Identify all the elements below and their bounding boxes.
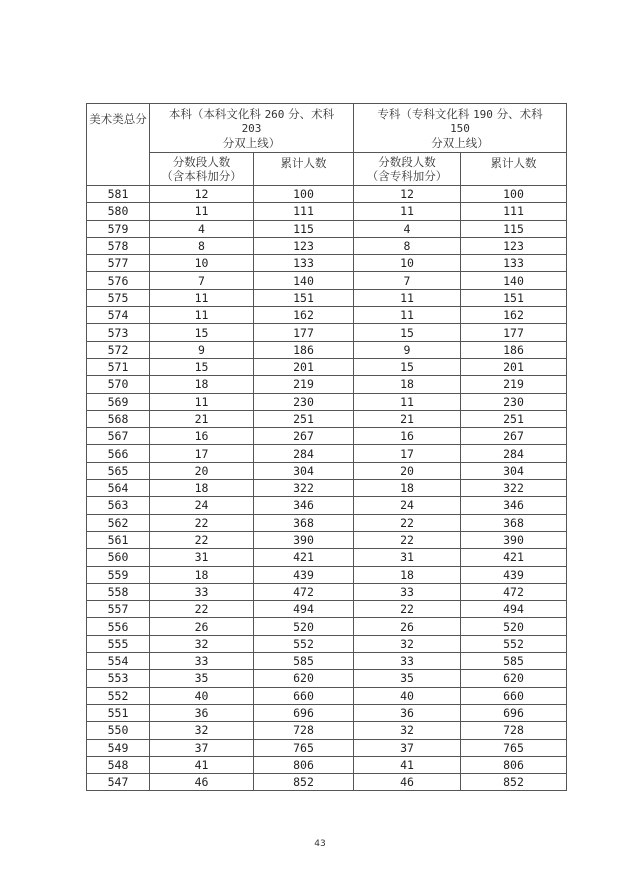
- score-cell: 566: [87, 445, 150, 462]
- vocational-cumulative-cell: 201: [461, 358, 567, 375]
- vocational-cumulative-cell: 696: [461, 704, 567, 721]
- table-row: [87, 653, 567, 670]
- undergrad-count-cell: 21: [150, 410, 254, 427]
- undergrad-cumulative-cell: 728: [254, 722, 354, 739]
- vocational-count-cell: 40: [354, 687, 461, 704]
- vocational-cumulative-cell: 472: [461, 583, 567, 600]
- undergrad-cumulative-cell: 696: [254, 704, 354, 721]
- undergrad-count-cell: 12: [150, 186, 254, 203]
- vocational-cumulative-cell: 439: [461, 566, 567, 583]
- table-row: [87, 289, 567, 306]
- undergrad-count-cell: 7: [150, 272, 254, 289]
- undergrad-count-cell: 11: [150, 203, 254, 220]
- vocational-count-cell: 31: [354, 549, 461, 566]
- group-header-vocational: [354, 104, 567, 153]
- undergrad-cumulative-cell: 304: [254, 462, 354, 479]
- vocational-cumulative-cell: 151: [461, 289, 567, 306]
- table-row: [87, 670, 567, 687]
- table-row: [87, 480, 567, 497]
- undergrad-cumulative-cell: 346: [254, 497, 354, 514]
- vocational-count-cell: 22: [354, 601, 461, 618]
- table-row: [87, 410, 567, 427]
- vocational-cumulative-cell: 852: [461, 774, 567, 791]
- score-cell: 576: [87, 272, 150, 289]
- score-cell: 561: [87, 531, 150, 548]
- undergrad-count-cell: 36: [150, 704, 254, 721]
- vocational-cumulative-cell: 346: [461, 497, 567, 514]
- undergrad-count-cell: 17: [150, 445, 254, 462]
- score-cell: 559: [87, 566, 150, 583]
- score-cell: 549: [87, 739, 150, 756]
- vocational-cumulative-cell: 421: [461, 549, 567, 566]
- table-row: [87, 376, 567, 393]
- score-cell: 580: [87, 203, 150, 220]
- vocational-count-cell: 9: [354, 341, 461, 358]
- vocational-count-cell: 11: [354, 289, 461, 306]
- vocational-count-cell: 7: [354, 272, 461, 289]
- undergrad-count-cell: 41: [150, 756, 254, 773]
- vocational-cumulative-cell: 304: [461, 462, 567, 479]
- undergrad-count-cell: 9: [150, 341, 254, 358]
- vocational-cumulative-cell: 177: [461, 324, 567, 341]
- undergrad-cumulative-cell: 186: [254, 341, 354, 358]
- vocational-cumulative-cell: 552: [461, 635, 567, 652]
- vocational-count-cell: 4: [354, 220, 461, 237]
- table-row: [87, 341, 567, 358]
- undergrad-count-cell: 32: [150, 722, 254, 739]
- table-row: [87, 566, 567, 583]
- undergrad-cumulative-cell: 140: [254, 272, 354, 289]
- undergrad-count-cell: 24: [150, 497, 254, 514]
- table-row: [87, 635, 567, 652]
- undergrad-count-cell: 11: [150, 289, 254, 306]
- undergrad-cumulative-cell: 230: [254, 393, 354, 410]
- score-cell: 560: [87, 549, 150, 566]
- score-cell: 552: [87, 687, 150, 704]
- vocational-cumulative-cell: 620: [461, 670, 567, 687]
- undergrad-count-cell: 22: [150, 531, 254, 548]
- table-row: [87, 497, 567, 514]
- vocational-cumulative-cell: 123: [461, 237, 567, 254]
- vocational-count-cell: 15: [354, 324, 461, 341]
- vocational-count-cell: 41: [354, 756, 461, 773]
- table-row: [87, 324, 567, 341]
- undergrad-cumulative-cell: 585: [254, 653, 354, 670]
- vocational-cumulative-cell: 368: [461, 514, 567, 531]
- vocational-count-cell: 11: [354, 307, 461, 324]
- undergrad-cumulative-cell: 806: [254, 756, 354, 773]
- table-row: [87, 220, 567, 237]
- score-cell: 573: [87, 324, 150, 341]
- undergrad-count-cell: 46: [150, 774, 254, 791]
- undergrad-cumulative-cell: 201: [254, 358, 354, 375]
- vocational-cumulative-cell: 494: [461, 601, 567, 618]
- vocational-cumulative-cell: 140: [461, 272, 567, 289]
- score-cell: 567: [87, 428, 150, 445]
- score-cell: 558: [87, 583, 150, 600]
- score-cell: 565: [87, 462, 150, 479]
- score-cell: 568: [87, 410, 150, 427]
- table-row: [87, 255, 567, 272]
- vocational-cumulative-cell: 267: [461, 428, 567, 445]
- undergrad-cumulative-cell: 520: [254, 618, 354, 635]
- vocational-count-cell: 37: [354, 739, 461, 756]
- vocational-cumulative-cell: 660: [461, 687, 567, 704]
- vocational-count-cell: 33: [354, 653, 461, 670]
- score-cell: 547: [87, 774, 150, 791]
- table-row: [87, 462, 567, 479]
- undergrad-count-cell: 10: [150, 255, 254, 272]
- vocational-count-cell: 18: [354, 566, 461, 583]
- undergrad-count-cell: 22: [150, 601, 254, 618]
- corner-header-total-score: [87, 104, 150, 186]
- score-cell: 555: [87, 635, 150, 652]
- undergrad-cumulative-cell: 765: [254, 739, 354, 756]
- vocational-cumulative-cell: 100: [461, 186, 567, 203]
- undergrad-count-cell: 15: [150, 358, 254, 375]
- vocational-count-cell: 22: [354, 531, 461, 548]
- undergrad-count-cell: 11: [150, 393, 254, 410]
- undergrad-count-cell: 4: [150, 220, 254, 237]
- vocational-cumulative-cell: 251: [461, 410, 567, 427]
- undergrad-cumulative-cell: 421: [254, 549, 354, 566]
- undergrad-count-cell: 33: [150, 583, 254, 600]
- vocational-count-cell: 22: [354, 514, 461, 531]
- vocational-cumulative-cell: 133: [461, 255, 567, 272]
- undergrad-cumulative-cell: 267: [254, 428, 354, 445]
- undergrad-count-cell: 26: [150, 618, 254, 635]
- undergrad-count-cell: 22: [150, 514, 254, 531]
- undergrad-cumulative-cell: 219: [254, 376, 354, 393]
- undergrad-cumulative-cell: 439: [254, 566, 354, 583]
- vocational-count-cell: 11: [354, 393, 461, 410]
- undergrad-count-cell: 32: [150, 635, 254, 652]
- vocational-count-cell: 35: [354, 670, 461, 687]
- undergrad-cumulative-cell: 133: [254, 255, 354, 272]
- vocational-cumulative-cell: 284: [461, 445, 567, 462]
- table-row: [87, 722, 567, 739]
- score-cell: 574: [87, 307, 150, 324]
- group-header-line1: 本科（本科文化科 260 分、术科: [168, 106, 335, 121]
- score-cell: 578: [87, 237, 150, 254]
- vocational-cumulative-cell: 186: [461, 341, 567, 358]
- undergrad-count-cell: 18: [150, 566, 254, 583]
- score-cell: 556: [87, 618, 150, 635]
- table-body: [87, 186, 567, 791]
- table-row: [87, 203, 567, 220]
- score-cell: 553: [87, 670, 150, 687]
- table-row: [87, 393, 567, 410]
- table-row: [87, 601, 567, 618]
- vocational-count-cell: 17: [354, 445, 461, 462]
- vocational-count-cell: 11: [354, 203, 461, 220]
- score-cell: 572: [87, 341, 150, 358]
- vocational-count-cell: 12: [354, 186, 461, 203]
- vocational-cumulative-cell: 322: [461, 480, 567, 497]
- undergrad-cumulative-cell: 177: [254, 324, 354, 341]
- vocational-count-cell: 32: [354, 722, 461, 739]
- score-cell: 551: [87, 704, 150, 721]
- undergrad-cumulative-cell: 494: [254, 601, 354, 618]
- undergrad-count-cell: 37: [150, 739, 254, 756]
- undergrad-cumulative-cell: 123: [254, 237, 354, 254]
- undergrad-cumulative-cell: 162: [254, 307, 354, 324]
- subheader-undergrad-cumulative: 累计人数: [254, 153, 354, 186]
- table-row: [87, 739, 567, 756]
- undergrad-count-cell: 8: [150, 237, 254, 254]
- subheader-vocational-cumulative: 累计人数: [461, 153, 567, 186]
- table-row: [87, 307, 567, 324]
- page-number: 43: [314, 839, 326, 849]
- score-distribution-table: [86, 103, 567, 791]
- vocational-cumulative-cell: 585: [461, 653, 567, 670]
- corner-header-text: 美术类总分: [89, 112, 147, 126]
- vocational-count-cell: 8: [354, 237, 461, 254]
- score-cell: 577: [87, 255, 150, 272]
- score-cell: 562: [87, 514, 150, 531]
- undergrad-cumulative-cell: 100: [254, 186, 354, 203]
- table-row: [87, 756, 567, 773]
- vocational-count-cell: 21: [354, 410, 461, 427]
- vocational-cumulative-cell: 115: [461, 220, 567, 237]
- table-row: [87, 583, 567, 600]
- undergrad-cumulative-cell: 472: [254, 583, 354, 600]
- vocational-cumulative-cell: 390: [461, 531, 567, 548]
- score-cell: 570: [87, 376, 150, 393]
- undergrad-cumulative-cell: 552: [254, 635, 354, 652]
- vocational-cumulative-cell: 230: [461, 393, 567, 410]
- undergrad-cumulative-cell: 251: [254, 410, 354, 427]
- vocational-cumulative-cell: 806: [461, 756, 567, 773]
- group-header-line2: 203: [241, 121, 262, 135]
- vocational-count-cell: 20: [354, 462, 461, 479]
- vocational-count-cell: 15: [354, 358, 461, 375]
- score-cell: 564: [87, 480, 150, 497]
- group-header-line1: 专科（专科文化科 190 分、术科: [377, 106, 543, 121]
- score-cell: 550: [87, 722, 150, 739]
- undergrad-cumulative-cell: 390: [254, 531, 354, 548]
- table-row: [87, 774, 567, 791]
- table-row: [87, 687, 567, 704]
- table-row: [87, 549, 567, 566]
- score-cell: 569: [87, 393, 150, 410]
- vocational-count-cell: 33: [354, 583, 461, 600]
- score-cell: 581: [87, 186, 150, 203]
- undergrad-count-cell: 11: [150, 307, 254, 324]
- table-row: [87, 237, 567, 254]
- vocational-count-cell: 10: [354, 255, 461, 272]
- table-row: [87, 704, 567, 721]
- vocational-count-cell: 18: [354, 376, 461, 393]
- score-cell: 571: [87, 358, 150, 375]
- vocational-count-cell: 26: [354, 618, 461, 635]
- vocational-count-cell: 46: [354, 774, 461, 791]
- undergrad-count-cell: 15: [150, 324, 254, 341]
- vocational-cumulative-cell: 765: [461, 739, 567, 756]
- score-cell: 554: [87, 653, 150, 670]
- undergrad-cumulative-cell: 111: [254, 203, 354, 220]
- undergrad-cumulative-cell: 620: [254, 670, 354, 687]
- group-header-line2: 150: [450, 121, 470, 135]
- score-cell: 548: [87, 756, 150, 773]
- table-row: [87, 514, 567, 531]
- score-cell: 557: [87, 601, 150, 618]
- vocational-cumulative-cell: 728: [461, 722, 567, 739]
- undergrad-cumulative-cell: 151: [254, 289, 354, 306]
- group-header-line3: 分双上线）: [222, 135, 281, 150]
- vocational-cumulative-cell: 162: [461, 307, 567, 324]
- score-cell: 575: [87, 289, 150, 306]
- vocational-count-cell: 24: [354, 497, 461, 514]
- undergrad-cumulative-cell: 322: [254, 480, 354, 497]
- undergrad-count-cell: 16: [150, 428, 254, 445]
- undergrad-count-cell: 18: [150, 376, 254, 393]
- table-row: [87, 358, 567, 375]
- vocational-count-cell: 36: [354, 704, 461, 721]
- undergrad-cumulative-cell: 660: [254, 687, 354, 704]
- undergrad-cumulative-cell: 852: [254, 774, 354, 791]
- subheader-vocational-segment-count: 分数段人数 （含专科加分）: [354, 153, 461, 186]
- vocational-count-cell: 16: [354, 428, 461, 445]
- group-header-line3: 分双上线）: [431, 135, 489, 150]
- vocational-count-cell: 32: [354, 635, 461, 652]
- vocational-cumulative-cell: 219: [461, 376, 567, 393]
- table-row: [87, 428, 567, 445]
- undergrad-count-cell: 33: [150, 653, 254, 670]
- group-header-undergraduate: [150, 104, 354, 153]
- undergrad-count-cell: 20: [150, 462, 254, 479]
- table-row: [87, 272, 567, 289]
- undergrad-count-cell: 40: [150, 687, 254, 704]
- vocational-cumulative-cell: 520: [461, 618, 567, 635]
- subheader-undergrad-segment-count: 分数段人数 （含本科加分）: [150, 153, 254, 186]
- score-cell: 563: [87, 497, 150, 514]
- table-row: [87, 445, 567, 462]
- score-cell: 579: [87, 220, 150, 237]
- table-row: [87, 186, 567, 203]
- table-row: [87, 618, 567, 635]
- undergrad-cumulative-cell: 284: [254, 445, 354, 462]
- table-row: [87, 531, 567, 548]
- undergrad-cumulative-cell: 368: [254, 514, 354, 531]
- undergrad-count-cell: 18: [150, 480, 254, 497]
- undergrad-count-cell: 35: [150, 670, 254, 687]
- vocational-count-cell: 18: [354, 480, 461, 497]
- undergrad-cumulative-cell: 115: [254, 220, 354, 237]
- undergrad-count-cell: 31: [150, 549, 254, 566]
- vocational-cumulative-cell: 111: [461, 203, 567, 220]
